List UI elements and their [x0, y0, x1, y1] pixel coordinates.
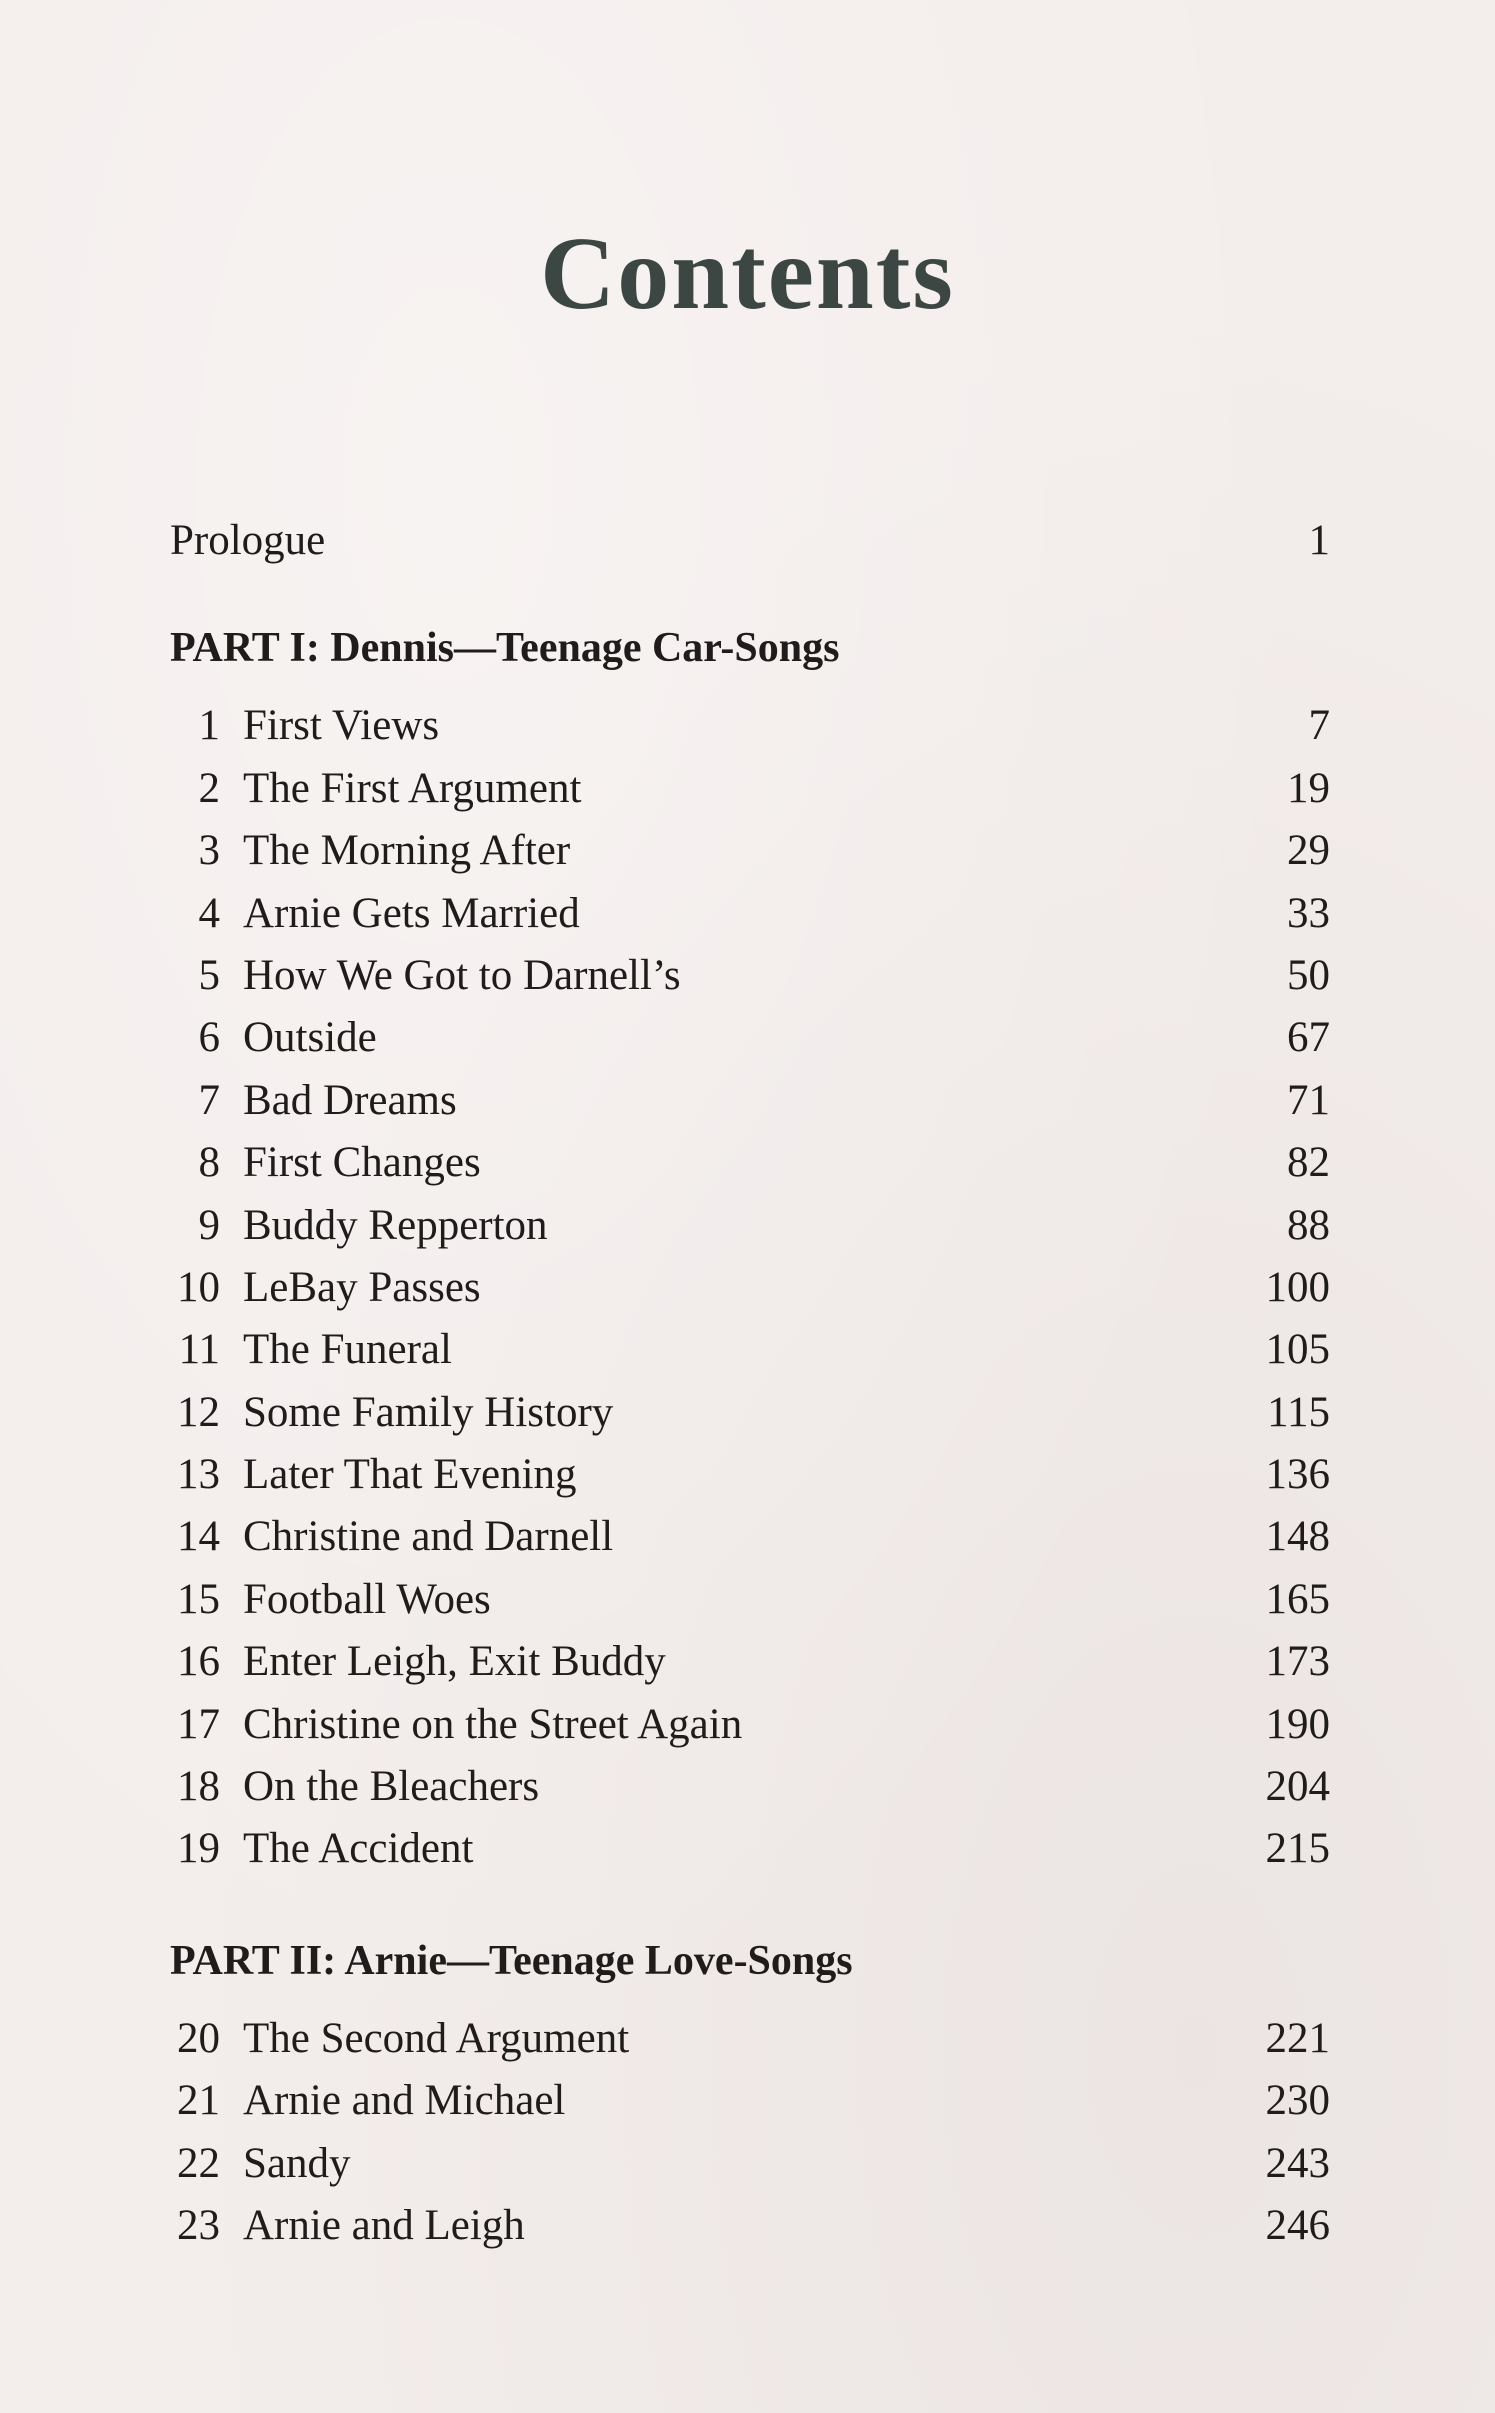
entry-page-number: 100	[1265, 1263, 1330, 1311]
entry-page-number: 71	[1287, 1076, 1330, 1124]
entry-title: Bad Dreams	[243, 1076, 457, 1124]
entry-page-number: 204	[1265, 1763, 1330, 1811]
entry-page-number: 215	[1265, 1825, 1330, 1873]
entry-title: Outside	[243, 1014, 377, 1062]
entry-title: The First Argument	[243, 764, 582, 812]
entry-page-number: 136	[1265, 1451, 1330, 1499]
entry-page-number: 221	[1265, 2014, 1330, 2062]
part-2-chapter-list	[170, 2008, 1330, 2258]
entry-title: The Accident	[243, 1825, 474, 1873]
entry-page-number: 105	[1265, 1326, 1330, 1374]
chapter-number: 12	[177, 1388, 220, 1436]
toc-entry-prologue	[170, 510, 1330, 572]
chapter-number: 21	[177, 2077, 220, 2125]
part-heading: PART II: Arnie—Teenage Love-Songs	[170, 1937, 853, 1984]
chapter-number: 4	[198, 889, 220, 937]
toc-entry	[170, 1444, 1330, 1506]
entry-title: First Views	[243, 702, 440, 750]
entry-title: Arnie Gets Married	[243, 889, 580, 937]
chapter-number: 8	[198, 1139, 220, 1187]
toc-entry	[170, 1818, 1330, 1880]
page-title: Contents	[540, 216, 955, 331]
table-of-contents	[170, 510, 1330, 2257]
entry-page-number: 67	[1287, 1014, 1330, 1062]
chapter-number: 14	[177, 1513, 220, 1561]
entry-page-number: 165	[1265, 1575, 1330, 1623]
chapter-number: 1	[198, 702, 220, 750]
chapter-number: 2	[198, 764, 220, 812]
chapter-number: 9	[198, 1201, 220, 1249]
entry-page-number: 19	[1287, 764, 1330, 812]
entry-title: How We Got to Darnell’s	[243, 951, 681, 999]
entry-page-number: 33	[1287, 889, 1330, 937]
part-heading: PART I: Dennis—Teenage Car-Songs	[170, 625, 840, 672]
chapter-number: 23	[177, 2201, 220, 2249]
toc-entry	[170, 2133, 1330, 2195]
entry-page-number: 246	[1265, 2201, 1330, 2249]
entry-title: The Funeral	[243, 1326, 452, 1374]
entry-title: Arnie and Michael	[243, 2077, 566, 2125]
entry-title: Buddy Repperton	[243, 1201, 548, 1249]
entry-page-number: 230	[1265, 2077, 1330, 2125]
toc-entry	[170, 1569, 1330, 1631]
chapter-number: 22	[177, 2139, 220, 2187]
toc-entry	[170, 2195, 1330, 2257]
toc-entry	[170, 1070, 1330, 1132]
toc-entry	[170, 1631, 1330, 1693]
chapter-number: 18	[177, 1763, 220, 1811]
toc-entry	[170, 820, 1330, 882]
entry-page-number: 148	[1265, 1513, 1330, 1561]
entry-title: Christine and Darnell	[243, 1513, 614, 1561]
entry-page-number: 243	[1265, 2139, 1330, 2187]
entry-page-number: 82	[1287, 1139, 1330, 1187]
entry-title: Enter Leigh, Exit Buddy	[243, 1638, 666, 1686]
chapter-number: 10	[177, 1263, 220, 1311]
entry-title: The Morning After	[243, 827, 571, 875]
toc-entry	[170, 1195, 1330, 1257]
toc-entry	[170, 945, 1330, 1007]
toc-entry	[170, 1694, 1330, 1756]
toc-entry	[170, 1756, 1330, 1818]
toc-entry	[170, 1257, 1330, 1319]
toc-entry	[170, 2070, 1330, 2132]
chapter-number: 16	[177, 1638, 220, 1686]
entry-title: Some Family History	[243, 1388, 614, 1436]
entry-title: The Second Argument	[243, 2014, 630, 2062]
toc-entry	[170, 695, 1330, 757]
toc-entry	[170, 1506, 1330, 1568]
chapter-number: 7	[198, 1076, 220, 1124]
entry-title: Arnie and Leigh	[243, 2201, 525, 2249]
chapter-number: 6	[198, 1014, 220, 1062]
toc-entry	[170, 2008, 1330, 2070]
entry-page-number: 50	[1287, 951, 1330, 999]
toc-entry	[170, 758, 1330, 820]
entry-title: Prologue	[170, 517, 326, 564]
chapter-number: 17	[177, 1700, 220, 1748]
chapter-number: 11	[178, 1326, 220, 1374]
entry-page-number: 115	[1267, 1388, 1330, 1436]
entry-page-number: 88	[1287, 1201, 1330, 1249]
entry-title: Football Woes	[243, 1575, 491, 1623]
entry-page-number: 1	[1308, 517, 1330, 564]
entry-title: Later That Evening	[243, 1451, 577, 1499]
toc-entry	[170, 1132, 1330, 1194]
entry-title: Sandy	[243, 2139, 351, 2187]
entry-title: First Changes	[243, 1139, 481, 1187]
entry-title: LeBay Passes	[243, 1263, 481, 1311]
toc-entry	[170, 1382, 1330, 1444]
chapter-number: 20	[177, 2014, 220, 2062]
chapter-number: 13	[177, 1451, 220, 1499]
chapter-number: 15	[177, 1575, 220, 1623]
entry-page-number: 190	[1265, 1700, 1330, 1748]
entry-page-number: 173	[1265, 1638, 1330, 1686]
entry-title: On the Bleachers	[243, 1763, 540, 1811]
toc-entry	[170, 1319, 1330, 1381]
entry-page-number: 7	[1308, 702, 1330, 750]
entry-page-number: 29	[1287, 827, 1330, 875]
toc-entry	[170, 883, 1330, 945]
entry-title: Christine on the Street Again	[243, 1700, 743, 1748]
toc-entry	[170, 1007, 1330, 1069]
part-1-chapter-list	[170, 695, 1330, 1880]
chapter-number: 3	[198, 827, 220, 875]
chapter-number: 19	[177, 1825, 220, 1873]
chapter-number: 5	[198, 951, 220, 999]
